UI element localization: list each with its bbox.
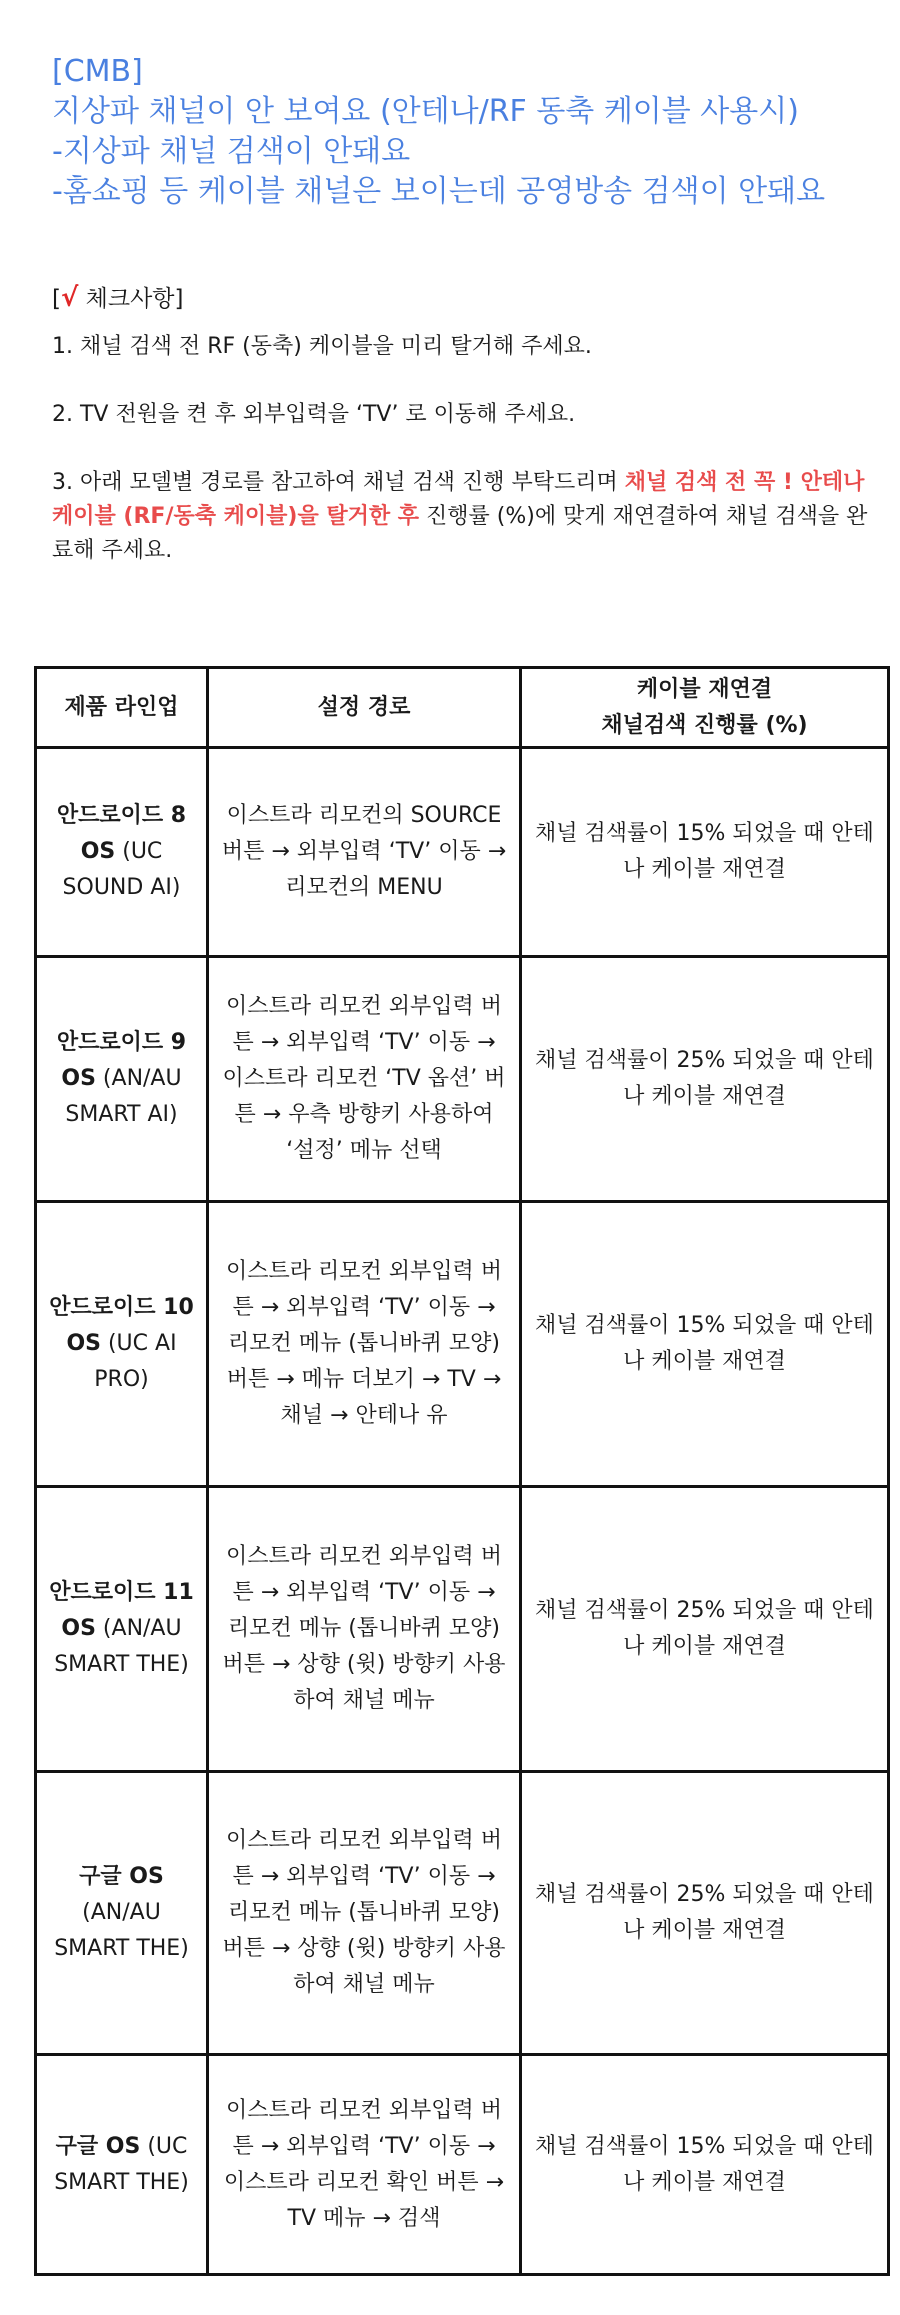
table-row [36,957,889,1202]
step-1: 1. 채널 검색 전 RF (동축) 케이블을 미리 탈거해 주세요. [52,334,592,359]
lineup-cell [36,1772,208,2055]
path-cell: 이스트라 리모컨 외부입력 버튼 → 외부입력 ‘TV’ 이동 → 이스트라 리모컨 ‘TV 옵션’ 버튼 → 우측 방향키 사용하여 ‘설정’ 메뉴 선택 [208,957,521,1202]
reconnect-cell: 채널 검색률이 25% 되었을 때 안테나 케이블 재연결 [521,957,889,1202]
page-title [52,52,882,212]
checklist-heading [52,282,183,315]
lineup-os: 안드로이드 10 OS [49,1295,194,1356]
reconnect-cell: 채널 검색률이 25% 되었을 때 안테나 케이블 재연결 [521,1772,889,2055]
title-sub-1: -지상파 채널 검색이 안돼요 [52,134,411,169]
reconnect-cell: 채널 검색률이 15% 되었을 때 안테나 케이블 재연결 [521,748,889,957]
reconnect-cell: 채널 검색률이 25% 되었을 때 안테나 케이블 재연결 [521,1487,889,1772]
step-3-text: 3. 아래 모델별 경로를 참고하여 채널 검색 진행 부탁드리며 [52,470,625,495]
path-cell: 이스트라 리모컨 외부입력 버튼 → 외부입력 ‘TV’ 이동 → 리모컨 메뉴 (톱니바퀴 모양) 버튼 → 상향 (윗) 방향키 사용하여 채널 메뉴 [208,1772,521,2055]
lineup-model: (UC SOUND AI) [62,839,181,900]
reconnect-cell: 채널 검색률이 15% 되었을 때 안테나 케이블 재연결 [521,1202,889,1487]
model-guide-table [34,666,890,2276]
header-reconnect-line1: 케이블 재연결 [636,676,773,702]
table-row [36,748,889,957]
table-row [36,1202,889,1487]
step-3 [52,466,872,568]
path-cell: 이스트라 리모컨 외부입력 버튼 → 외부입력 ‘TV’ 이동 → 리모컨 메뉴 (톱니바퀴 모양) 버튼 → 상향 (윗) 방향키 사용하여 채널 메뉴 [208,1487,521,1772]
title-sub-2: -홈쇼핑 등 케이블 채널은 보이는데 공영방송 검색이 안돼요 [52,174,826,209]
title-main: 지상파 채널이 안 보여요 (안테나/RF 동축 케이블 사용시) [52,94,799,129]
lineup-os: 안드로이드 9 OS [56,1030,187,1091]
step-2: 2. TV 전원을 켠 후 외부입력을 ‘TV’ 로 이동해 주세요. [52,402,576,427]
lineup-model: (UC AI PRO) [94,1331,177,1392]
step-3-text-end: 진행률 (%)에 맞게 재연결하여 채널 검색을 완료해 주세요. [52,504,868,563]
table-header-row [36,668,889,748]
lineup-model: (AN/AU SMART AI) [65,1066,182,1127]
reconnect-cell: 채널 검색률이 15% 되었을 때 안테나 케이블 재연결 [521,2055,889,2275]
lineup-model: (AN/AU SMART THE) [54,1616,189,1677]
header-reconnect [521,668,889,748]
path-cell: 이스트라 리모컨 외부입력 버튼 → 외부입력 ‘TV’ 이동 → 리모컨 메뉴 (톱니바퀴 모양) 버튼 → 메뉴 더보기 → TV → 채널 → 안테나 유 [208,1202,521,1487]
lineup-model: (AN/AU SMART THE) [54,1900,189,1961]
step-3-highlight: 채널 검색 전 꼭 ! 안테나 케이블 (RF/동축 케이블)을 탈거한 후 [52,470,865,529]
lineup-os: 안드로이드 11 OS [49,1580,194,1641]
checkmark-icon: √ [60,283,79,313]
lineup-os: 안드로이드 8 OS [56,803,187,864]
table-row [36,1487,889,1772]
title-tag: [CMB] [52,54,143,89]
lineup-cell [36,957,208,1202]
checklist-label: 체크사항] [78,286,184,312]
bracket-open: [ [52,286,61,312]
lineup-os: 구글 OS [55,2133,141,2159]
lineup-cell [36,748,208,957]
header-lineup: 제품 라인업 [36,668,208,748]
lineup-cell [36,2055,208,2275]
table-row [36,1772,889,2055]
lineup-model: (UC SMART THE) [54,2133,189,2195]
checklist-steps [52,330,872,602]
lineup-cell [36,1202,208,1487]
path-cell: 이스트라 리모컨의 SOURCE 버튼 → 외부입력 ‘TV’ 이동 → 리모컨의 MENU [208,748,521,957]
lineup-os: 구글 OS [79,1864,164,1889]
header-reconnect-line2: 채널검색 진행률 (%) [601,712,808,738]
path-cell: 이스트라 리모컨 외부입력 버튼 → 외부입력 ‘TV’ 이동 → 이스트라 리모컨 확인 버튼 → TV 메뉴 → 검색 [208,2055,521,2275]
table-row [36,2055,889,2275]
header-path: 설정 경로 [208,668,521,748]
lineup-cell [36,1487,208,1772]
